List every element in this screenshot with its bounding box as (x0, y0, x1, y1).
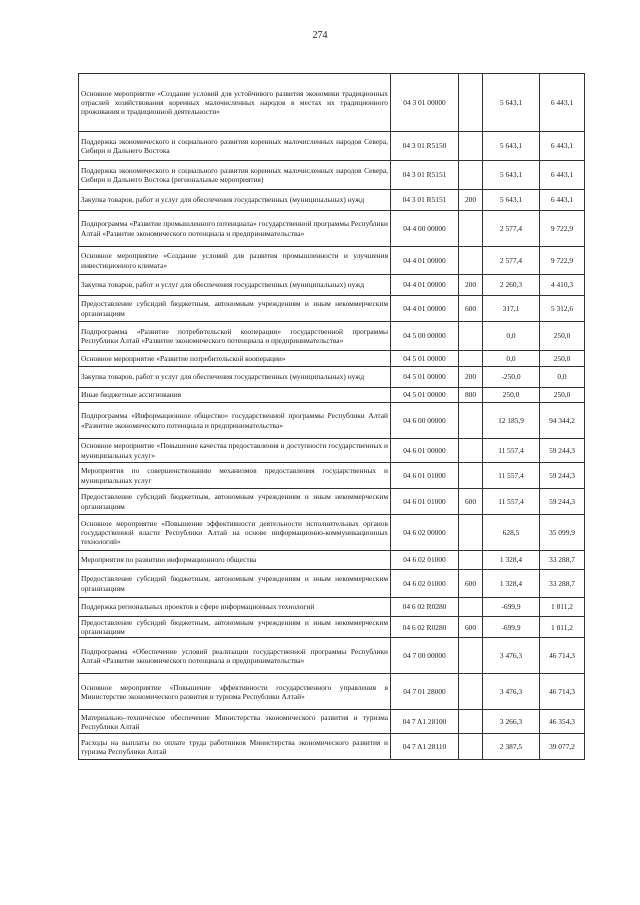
table-row (79, 132, 585, 161)
amount-total: 33 288,7 (540, 570, 585, 598)
expense-description: Поддержка региональных проектов в сфере информационных технологий (79, 598, 391, 617)
amount-change: 317,1 (483, 296, 540, 322)
expense-type-code (459, 161, 483, 190)
amount-change: -699,9 (483, 617, 540, 638)
budget-table-body (79, 74, 585, 760)
expense-description: Закупка товаров, работ и услуг для обеспечения государственных (муниципальных) нужд (79, 190, 391, 211)
target-article-code: 04 5 01 00000 (391, 367, 459, 388)
page-number: 274 (312, 30, 328, 41)
amount-change: 628,5 (483, 515, 540, 551)
expense-description: Подпрограмма «Информационное общество» государственной программы Республики Алтай «Развитие экономического потенциала и предпринимательства» (79, 403, 391, 439)
amount-change: 2 577,4 (483, 211, 540, 247)
expense-type-code (459, 734, 483, 760)
expense-description: Мероприятия по совершенствованию механизмов предоставления государственных и муниципальных услуг (79, 463, 391, 489)
expense-description: Основное мероприятие «Создание условий для развития промышленности и улучшения инвестиционного климата» (79, 247, 391, 275)
expense-type-code (459, 403, 483, 439)
table-row (79, 211, 585, 247)
target-article-code: 04 5 01 00000 (391, 388, 459, 403)
table-row (79, 734, 585, 760)
amount-total: 35 099,9 (540, 515, 585, 551)
table-row (79, 674, 585, 710)
target-article-code: 04 7 A1 28100 (391, 710, 459, 734)
target-article-code: 04 5 01 00000 (391, 351, 459, 367)
amount-change: 12 185,9 (483, 403, 540, 439)
target-article-code: 04 6 02 00000 (391, 515, 459, 551)
amount-change: 0,0 (483, 351, 540, 367)
expense-description: Основное мероприятие «Повышение качества предоставления и доступности государственных и муниципальных услуг» (79, 439, 391, 463)
expense-type-code (459, 322, 483, 351)
amount-change: 1 328,4 (483, 570, 540, 598)
expense-description: Основное мероприятие «Повышение эффективности государственного управления в Министерстве экономического развития и туризма Республики Алтай» (79, 674, 391, 710)
amount-total: 59 244,3 (540, 463, 585, 489)
table-row (79, 275, 585, 296)
target-article-code: 04 3 01 R5151 (391, 161, 459, 190)
amount-change: 0,0 (483, 322, 540, 351)
expense-description: Расходы на выплаты по оплате труда работников Министерства экономического развития и туризма Республики Алтай (79, 734, 391, 760)
expense-type-code: 800 (459, 388, 483, 403)
expense-type-code: 600 (459, 489, 483, 515)
expense-description: Основное мероприятие «Создание условий для устойчивого развития экономики традиционных отраслей хозяйствования коренных малочисленных народов в местах их традиционного проживания и традиционной деятельности» (79, 74, 391, 132)
target-article-code: 04 6 02 R0280 (391, 598, 459, 617)
target-article-code: 04 3 01 R5150 (391, 132, 459, 161)
expense-type-code: 200 (459, 367, 483, 388)
target-article-code: 04 6 01 01000 (391, 489, 459, 515)
table-row (79, 463, 585, 489)
amount-total: 250,0 (540, 322, 585, 351)
target-article-code: 04 3 01 00000 (391, 74, 459, 132)
amount-change: 250,0 (483, 388, 540, 403)
table-row (79, 351, 585, 367)
amount-total: 46 714,3 (540, 638, 585, 674)
table-row (79, 439, 585, 463)
expense-description: Иные бюджетные ассигнования (79, 388, 391, 403)
expense-description: Предоставление субсидий бюджетным, автономным учреждениям и иным некоммерческим организациям (79, 489, 391, 515)
target-article-code: 04 5 00 00000 (391, 322, 459, 351)
amount-total: 46 714,3 (540, 674, 585, 710)
table-row (79, 489, 585, 515)
expense-description: Поддержка экономического и социального развития коренных малочисленных народов Севера, Сибири и Дальнего Востока (региональные мероприятия) (79, 161, 391, 190)
expense-type-code (459, 638, 483, 674)
target-article-code: 04 7 01 28000 (391, 674, 459, 710)
expense-type-code (459, 211, 483, 247)
amount-change: 2 577,4 (483, 247, 540, 275)
amount-total: 59 244,3 (540, 489, 585, 515)
expense-description: Предоставление субсидий бюджетным, автономным учреждениям и иным некоммерческим организациям (79, 570, 391, 598)
amount-total: 39 077,2 (540, 734, 585, 760)
amount-change: 2 260,3 (483, 275, 540, 296)
table-row (79, 247, 585, 275)
table-row (79, 403, 585, 439)
target-article-code: 04 6 02 01000 (391, 570, 459, 598)
budget-table (78, 73, 585, 760)
amount-total: 94 344,2 (540, 403, 585, 439)
table-row (79, 161, 585, 190)
table-row (79, 190, 585, 211)
expense-type-code (459, 463, 483, 489)
amount-change: -699,9 (483, 598, 540, 617)
amount-change: 5 643,1 (483, 161, 540, 190)
amount-total: 250,0 (540, 388, 585, 403)
table-row (79, 322, 585, 351)
expense-type-code (459, 132, 483, 161)
amount-total: 33 288,7 (540, 551, 585, 570)
amount-total: 6 443,1 (540, 161, 585, 190)
target-article-code: 04 6 00 00000 (391, 403, 459, 439)
expense-description: Закупка товаров, работ и услуг для обеспечения государственных (муниципальных) нужд (79, 275, 391, 296)
target-article-code: 04 4 00 00000 (391, 211, 459, 247)
expense-type-code (459, 674, 483, 710)
expense-description: Подпрограмма «Развитие потребительской кооперации» государственной программы Республики Алтай «Развитие экономического потенциала и предпринимательства» (79, 322, 391, 351)
amount-total: 6 443,1 (540, 132, 585, 161)
expense-type-code (459, 598, 483, 617)
expense-description: Подпрограмма «Развитие промышленного потенциала» государственной программы Республики Алтай «Развитие экономического потенциала и предпринимательства» (79, 211, 391, 247)
amount-change: 5 643,1 (483, 132, 540, 161)
amount-change: -250,0 (483, 367, 540, 388)
amount-total: 1 811,2 (540, 598, 585, 617)
amount-change: 1 328,4 (483, 551, 540, 570)
amount-total: 9 722,9 (540, 211, 585, 247)
amount-total: 6 443,1 (540, 74, 585, 132)
table-row (79, 598, 585, 617)
amount-change: 5 643,1 (483, 74, 540, 132)
amount-total: 9 722,9 (540, 247, 585, 275)
amount-change: 3 476,3 (483, 638, 540, 674)
expense-type-code (459, 247, 483, 275)
expense-description: Закупка товаров, работ и услуг для обеспечения государственных (муниципальных) нужд (79, 367, 391, 388)
target-article-code: 04 6 01 00000 (391, 439, 459, 463)
amount-total: 1 811,2 (540, 617, 585, 638)
amount-total: 4 410,3 (540, 275, 585, 296)
amount-change: 11 557,4 (483, 439, 540, 463)
target-article-code: 04 7 A1 28110 (391, 734, 459, 760)
amount-change: 5 643,1 (483, 190, 540, 211)
expense-description: Подпрограмма «Обеспечение условий реализации государственной программы Республики Алтай «Развитие экономического потенциала и предпринимательства» (79, 638, 391, 674)
expense-description: Основное мероприятие «Развитие потребительской кооперации» (79, 351, 391, 367)
expense-description: Поддержка экономического и социального развития коренных малочисленных народов Севера, Сибири и Дальнего Востока (79, 132, 391, 161)
amount-change: 11 557,4 (483, 489, 540, 515)
table-row (79, 515, 585, 551)
expense-type-code: 600 (459, 570, 483, 598)
table-row (79, 388, 585, 403)
table-row (79, 570, 585, 598)
target-article-code: 04 4 01 00000 (391, 247, 459, 275)
expense-type-code: 200 (459, 190, 483, 211)
amount-change: 2 387,5 (483, 734, 540, 760)
table-row (79, 617, 585, 638)
table-row (79, 638, 585, 674)
table-row (79, 551, 585, 570)
amount-change: 3 476,3 (483, 674, 540, 710)
expense-description: Предоставление субсидий бюджетным, автономным учреждениям и иным некоммерческим организациям (79, 296, 391, 322)
table-row (79, 296, 585, 322)
target-article-code: 04 6 02 01000 (391, 551, 459, 570)
expense-type-code (459, 515, 483, 551)
amount-total: 46 354,3 (540, 710, 585, 734)
expense-type-code (459, 439, 483, 463)
amount-change: 11 557,4 (483, 463, 540, 489)
expense-type-code (459, 710, 483, 734)
expense-type-code (459, 74, 483, 132)
table-row (79, 367, 585, 388)
amount-total: 250,0 (540, 351, 585, 367)
expense-type-code: 600 (459, 296, 483, 322)
expense-type-code (459, 551, 483, 570)
expense-type-code (459, 351, 483, 367)
amount-total: 0,0 (540, 367, 585, 388)
expense-description: Основное мероприятие «Повышение эффективности деятельности исполнительных органов государственной власти Республики Алтай на основе информационно-коммуникационных технологий» (79, 515, 391, 551)
target-article-code: 04 3 01 R5151 (391, 190, 459, 211)
amount-change: 3 266,3 (483, 710, 540, 734)
table-row (79, 74, 585, 132)
amount-total: 6 443,1 (540, 190, 585, 211)
amount-total: 59 244,3 (540, 439, 585, 463)
expense-description: Предоставление субсидий бюджетным, автономным учреждениям и иным некоммерческим организациям (79, 617, 391, 638)
expense-description: Мероприятия по развитию информационного общества (79, 551, 391, 570)
target-article-code: 04 7 00 00000 (391, 638, 459, 674)
target-article-code: 04 6 01 01000 (391, 463, 459, 489)
target-article-code: 04 4 01 00000 (391, 296, 459, 322)
expense-type-code: 200 (459, 275, 483, 296)
table-row (79, 710, 585, 734)
amount-total: 5 312,6 (540, 296, 585, 322)
target-article-code: 04 6 02 R0280 (391, 617, 459, 638)
expense-type-code: 600 (459, 617, 483, 638)
target-article-code: 04 4 01 00000 (391, 275, 459, 296)
expense-description: Материально–техническое обеспечение Министерства экономического развития и туризма Республики Алтай (79, 710, 391, 734)
